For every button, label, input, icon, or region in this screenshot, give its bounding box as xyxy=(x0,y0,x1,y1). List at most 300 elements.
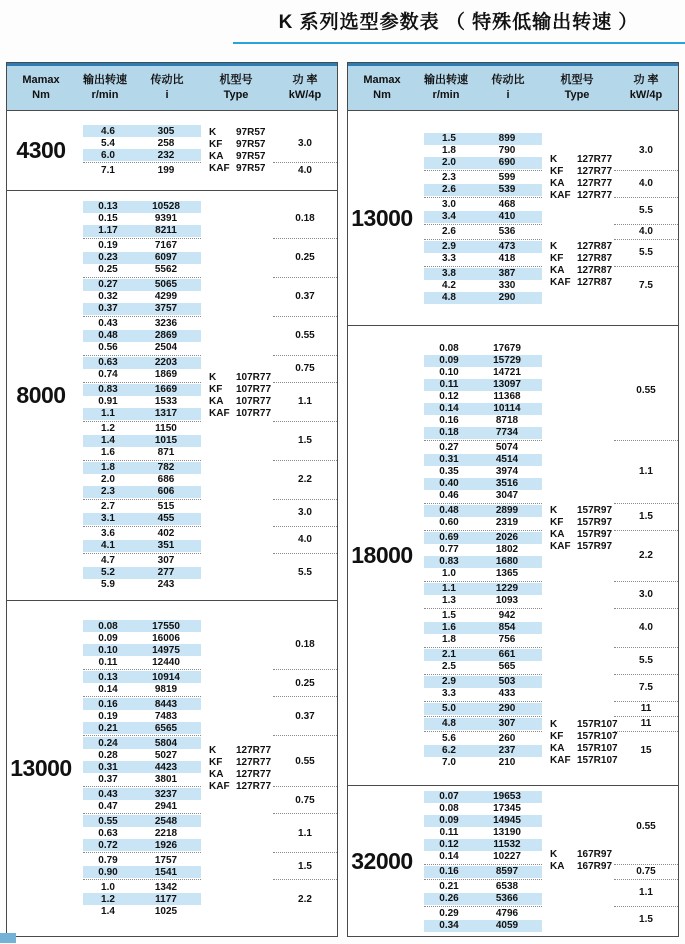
data-row xyxy=(83,264,201,276)
output-speed-cell: 0.37 xyxy=(98,303,118,314)
output-speed-cell: 5.6 xyxy=(442,733,456,744)
data-row xyxy=(424,379,542,391)
power-cell: 1.5 xyxy=(614,504,678,531)
ratio-cell: 11532 xyxy=(493,839,521,850)
type-group xyxy=(416,342,678,717)
power-cell: 5.5 xyxy=(614,198,678,225)
data-row xyxy=(424,172,542,184)
power-column xyxy=(614,342,678,717)
power-cell: 0.75 xyxy=(273,787,337,814)
type-labels xyxy=(550,719,622,767)
data-row xyxy=(83,423,201,435)
ratio-cell: 11368 xyxy=(493,391,521,402)
output-speed-cell: 0.48 xyxy=(98,330,118,341)
output-speed-cell: 1.4 xyxy=(101,435,115,446)
output-speed-cell: 4.8 xyxy=(442,718,456,729)
data-row xyxy=(83,408,201,420)
output-speed-cell: 0.83 xyxy=(98,384,118,395)
ratio-cell: 307 xyxy=(498,718,516,729)
section-body xyxy=(75,191,337,600)
output-speed-cell: 0.09 xyxy=(98,632,118,644)
power-cell: 3.0 xyxy=(273,500,337,527)
type-config: KA xyxy=(550,178,565,189)
output-speed-cell: 0.37 xyxy=(98,773,118,785)
data-row xyxy=(83,644,201,656)
section-18000 xyxy=(348,326,678,786)
type-label xyxy=(550,529,622,541)
output-speed-cell: 0.08 xyxy=(439,343,459,354)
data-row xyxy=(424,688,542,700)
output-speed-cell: 1.17 xyxy=(98,225,118,236)
output-speed-cell: 0.11 xyxy=(439,827,459,838)
type-config: K xyxy=(209,126,217,138)
output-speed-cell: 2.7 xyxy=(101,501,115,512)
power-column xyxy=(614,132,678,225)
type-config: KA xyxy=(550,743,565,754)
column-header xyxy=(75,66,135,110)
power-group xyxy=(424,907,542,933)
ratio-cell: 232 xyxy=(157,149,175,161)
output-speed-cell: 0.34 xyxy=(439,920,459,931)
type-config: K xyxy=(550,240,558,252)
type-label xyxy=(550,541,622,553)
data-row xyxy=(83,435,201,447)
data-row xyxy=(83,291,201,303)
power-cell: 4.0 xyxy=(298,164,312,176)
output-speed-cell: 1.8 xyxy=(442,145,456,156)
column-header xyxy=(348,66,416,110)
type-model: 107R77 xyxy=(236,407,272,419)
ratio-cell: 6538 xyxy=(495,881,519,892)
type-model: 157R97 xyxy=(577,505,613,516)
power-group xyxy=(424,441,542,504)
type-label xyxy=(209,372,281,384)
output-speed-cell: 0.24 xyxy=(98,737,118,749)
type-group xyxy=(416,225,678,305)
type-labels xyxy=(550,849,622,873)
column-header-line1: 输出转速 xyxy=(83,74,127,86)
output-speed-cell: 0.13 xyxy=(98,671,118,683)
ratio-cell: 418 xyxy=(498,253,516,264)
output-speed-cell: 0.90 xyxy=(98,866,118,878)
ratio-cell: 3757 xyxy=(154,303,178,314)
type-label xyxy=(209,769,281,781)
type-config: KA xyxy=(550,264,565,276)
power-group xyxy=(83,787,201,814)
data-row xyxy=(83,710,201,722)
type-model: 97R57 xyxy=(236,162,266,174)
type-config: KF xyxy=(209,138,223,150)
ratio-cell: 3237 xyxy=(154,788,178,800)
ratio-cell: 8443 xyxy=(154,698,178,710)
power-group xyxy=(83,619,201,670)
column-header-line2: Nm xyxy=(32,89,50,101)
type-model: 127R77 xyxy=(236,744,272,756)
output-speed-cell: 2.9 xyxy=(442,676,456,687)
speed-ratio-column xyxy=(75,200,201,592)
output-speed-cell: 0.31 xyxy=(439,454,459,465)
output-speed-cell: 4.1 xyxy=(101,540,115,551)
power-group xyxy=(83,356,201,383)
ratio-cell: 10227 xyxy=(493,851,521,862)
ratio-cell: 13190 xyxy=(493,827,521,838)
power-column xyxy=(614,790,678,933)
type-model: 97R57 xyxy=(236,138,266,150)
column-header-line2: kW/4p xyxy=(629,89,663,101)
type-config: KAF xyxy=(209,407,230,419)
data-row xyxy=(83,330,201,342)
data-row xyxy=(424,478,542,490)
data-row xyxy=(424,595,542,607)
speed-ratio-column xyxy=(416,132,542,225)
power-cell: 0.37 xyxy=(273,278,337,317)
power-group xyxy=(83,278,201,317)
ratio-cell: 539 xyxy=(498,184,516,195)
type-config: K xyxy=(209,371,217,383)
data-row xyxy=(424,851,542,863)
power-cell: 2.2 xyxy=(614,531,678,582)
output-speed-cell: 0.19 xyxy=(98,240,118,251)
data-row xyxy=(83,462,201,474)
output-speed-cell: 1.8 xyxy=(442,634,456,645)
output-speed-cell: 0.29 xyxy=(439,908,459,919)
type-config: KA xyxy=(209,768,224,780)
output-speed-cell: 0.43 xyxy=(98,318,118,329)
ratio-cell: 756 xyxy=(498,634,516,645)
type-label xyxy=(550,861,622,873)
output-speed-cell: 1.5 xyxy=(442,610,456,621)
output-speed-cell: 0.09 xyxy=(439,815,459,826)
output-speed-cell: 1.2 xyxy=(101,423,115,434)
ratio-cell: 5074 xyxy=(495,442,519,453)
data-row xyxy=(424,568,542,580)
ratio-cell: 8718 xyxy=(495,415,519,426)
ratio-cell: 3801 xyxy=(154,773,178,785)
data-row xyxy=(83,486,201,498)
type-model: 157R97 xyxy=(577,517,613,528)
left-parameter-table xyxy=(6,62,338,937)
output-speed-cell: 0.10 xyxy=(98,644,118,656)
type-model: 97R57 xyxy=(236,150,266,162)
type-label xyxy=(550,505,622,517)
power-cell: 1.5 xyxy=(639,914,653,925)
ratio-cell: 9391 xyxy=(154,213,178,224)
title-underline xyxy=(233,42,685,44)
ratio-cell: 433 xyxy=(498,688,516,699)
data-row xyxy=(83,773,201,785)
ratio-cell: 4299 xyxy=(154,291,178,302)
data-row xyxy=(424,815,542,827)
column-header xyxy=(614,66,678,110)
ratio-cell: 661 xyxy=(498,649,516,660)
ratio-cell: 10914 xyxy=(152,671,180,683)
output-speed-cell: 0.09 xyxy=(439,355,459,366)
section-4300 xyxy=(7,111,337,191)
output-speed-cell: 0.55 xyxy=(98,815,118,827)
ratio-cell: 410 xyxy=(498,211,516,222)
power-cell: 2.2 xyxy=(298,893,312,905)
type-config: KAF xyxy=(550,190,571,201)
speed-ratio-column xyxy=(416,342,542,717)
type-model: 157R107 xyxy=(577,755,618,766)
ratio-cell: 1229 xyxy=(495,583,519,594)
ratio-cell: 1680 xyxy=(495,556,519,567)
type-config: K xyxy=(209,744,217,756)
data-row xyxy=(424,343,542,355)
type-config: KF xyxy=(550,731,564,742)
right-parameter-table xyxy=(347,62,679,937)
footer-page-marker xyxy=(0,933,16,943)
type-label xyxy=(550,166,622,178)
type-labels xyxy=(550,241,622,289)
speed-ratio-column xyxy=(75,124,201,177)
output-speed-cell: 0.27 xyxy=(439,442,459,453)
type-config: KAF xyxy=(550,276,571,288)
output-speed-cell: 6.2 xyxy=(442,745,456,756)
data-row xyxy=(424,757,542,769)
data-row xyxy=(424,703,542,715)
ratio-cell: 2941 xyxy=(154,800,178,812)
type-label xyxy=(550,731,622,743)
output-speed-cell: 0.25 xyxy=(98,264,118,275)
data-row xyxy=(424,661,542,673)
ratio-cell: 1669 xyxy=(154,384,178,395)
speed-ratio-column xyxy=(416,225,542,305)
column-header-line2: i xyxy=(165,89,169,101)
data-row xyxy=(424,145,542,157)
type-config: KAF xyxy=(209,780,230,792)
power-cell: 4.0 xyxy=(614,609,678,648)
ratio-cell: 4059 xyxy=(495,920,519,931)
output-speed-cell: 0.08 xyxy=(98,620,118,632)
power-column xyxy=(273,124,337,177)
speed-ratio-column xyxy=(416,790,542,933)
ratio-cell: 13097 xyxy=(493,379,521,390)
power-cell: 1.5 xyxy=(273,422,337,461)
power-cell: 2.2 xyxy=(273,461,337,500)
output-speed-cell: 2.9 xyxy=(442,241,456,252)
output-speed-cell: 7.0 xyxy=(442,757,456,768)
power-cell: 7.5 xyxy=(614,675,678,702)
data-row xyxy=(424,505,542,517)
type-model: 167R97 xyxy=(577,861,613,872)
data-row xyxy=(424,634,542,646)
data-row xyxy=(424,908,542,920)
data-row xyxy=(424,280,542,292)
type-config: KF xyxy=(209,756,223,768)
type-group xyxy=(75,200,337,592)
type-model: 167R97 xyxy=(577,849,613,860)
ratio-cell: 12440 xyxy=(152,656,180,668)
type-label xyxy=(209,396,281,408)
power-group xyxy=(83,239,201,278)
ratio-cell: 4514 xyxy=(495,454,519,465)
data-row xyxy=(424,583,542,595)
output-speed-cell: 1.5 xyxy=(442,133,456,144)
power-group xyxy=(424,702,542,717)
output-speed-cell: 0.21 xyxy=(439,881,459,892)
output-speed-cell: 1.6 xyxy=(442,622,456,633)
data-row xyxy=(83,893,201,905)
data-row xyxy=(83,540,201,552)
ratio-cell: 5562 xyxy=(154,264,178,275)
ratio-cell: 3236 xyxy=(154,318,178,329)
data-row xyxy=(424,893,542,905)
ratio-cell: 210 xyxy=(498,757,516,768)
output-speed-cell: 0.74 xyxy=(98,369,118,380)
data-row xyxy=(424,517,542,529)
power-cell: 4.0 xyxy=(614,225,678,240)
data-row xyxy=(424,649,542,661)
type-label xyxy=(550,190,622,202)
type-label xyxy=(550,154,622,166)
data-row xyxy=(424,427,542,439)
data-row xyxy=(424,745,542,757)
data-row xyxy=(424,268,542,280)
data-row xyxy=(424,133,542,145)
type-config: KAF xyxy=(550,755,571,766)
table-header xyxy=(348,63,678,111)
data-row xyxy=(83,513,201,525)
column-header-line2: kW/4p xyxy=(288,89,322,101)
output-speed-cell: 0.13 xyxy=(98,201,118,212)
data-row xyxy=(424,391,542,403)
output-speed-cell: 5.9 xyxy=(101,579,115,590)
power-group xyxy=(424,504,542,531)
output-speed-cell: 1.4 xyxy=(101,905,115,917)
output-speed-cell: 0.63 xyxy=(98,357,118,368)
output-speed-cell: 2.6 xyxy=(442,184,456,195)
output-speed-cell: 2.6 xyxy=(442,226,456,237)
data-row xyxy=(424,355,542,367)
type-label xyxy=(209,408,281,420)
data-row xyxy=(83,881,201,893)
column-header-line2: i xyxy=(506,89,510,101)
power-group xyxy=(424,198,542,225)
ratio-cell: 17679 xyxy=(493,343,521,354)
ratio-cell: 243 xyxy=(157,579,175,590)
data-row xyxy=(83,342,201,354)
ratio-cell: 17345 xyxy=(493,803,521,814)
power-group xyxy=(83,880,201,918)
output-speed-cell: 0.72 xyxy=(98,839,118,851)
type-labels xyxy=(209,127,281,175)
power-column xyxy=(273,200,337,592)
data-row xyxy=(424,532,542,544)
column-header-line1: 传动比 xyxy=(150,74,184,86)
type-config: KA xyxy=(209,150,224,162)
power-group xyxy=(424,865,542,880)
ratio-cell: 515 xyxy=(157,501,175,512)
ratio-cell: 5804 xyxy=(154,737,178,749)
data-row xyxy=(83,125,201,137)
output-speed-cell: 5.2 xyxy=(101,567,115,578)
output-speed-cell: 0.83 xyxy=(439,556,459,567)
output-speed-cell: 0.69 xyxy=(439,532,459,543)
output-speed-cell: 2.3 xyxy=(101,486,115,497)
ratio-cell: 2869 xyxy=(154,330,178,341)
ratio-cell: 536 xyxy=(498,226,516,237)
power-cell: 1.1 xyxy=(273,383,337,422)
output-speed-cell: 0.48 xyxy=(439,505,459,516)
column-header xyxy=(540,66,614,110)
ratio-cell: 503 xyxy=(498,676,516,687)
output-speed-cell: 3.3 xyxy=(442,253,456,264)
data-row xyxy=(424,733,542,745)
data-row xyxy=(83,201,201,213)
type-config: K xyxy=(550,719,558,730)
type-model: 157R107 xyxy=(577,743,618,754)
ratio-cell: 455 xyxy=(157,513,175,524)
data-row xyxy=(424,211,542,223)
power-group xyxy=(424,267,542,305)
data-row xyxy=(424,866,542,878)
output-speed-cell: 1.1 xyxy=(101,408,115,419)
output-speed-cell: 0.16 xyxy=(98,698,118,710)
output-speed-cell: 1.2 xyxy=(101,893,115,905)
type-model: 157R97 xyxy=(577,541,613,552)
power-group xyxy=(424,732,542,770)
type-config: KF xyxy=(209,383,223,395)
type-model: 107R77 xyxy=(236,383,272,395)
ratio-cell: 2548 xyxy=(154,815,178,827)
output-speed-cell: 0.23 xyxy=(98,252,118,263)
data-row xyxy=(83,579,201,591)
power-group xyxy=(83,670,201,697)
ratio-cell: 2026 xyxy=(495,532,519,543)
output-speed-cell: 6.0 xyxy=(101,149,115,161)
type-model: 127R87 xyxy=(577,240,613,252)
ratio-cell: 1926 xyxy=(154,839,178,851)
ratio-cell: 1802 xyxy=(495,544,519,555)
type-label xyxy=(209,757,281,769)
power-cell: 1.1 xyxy=(614,880,678,907)
power-cell: 0.55 xyxy=(614,342,678,441)
type-label xyxy=(209,163,281,175)
type-labels xyxy=(550,505,622,553)
ratio-cell: 16006 xyxy=(152,632,180,644)
data-row xyxy=(424,157,542,169)
type-label xyxy=(550,265,622,277)
output-speed-cell: 0.12 xyxy=(439,391,459,402)
output-speed-cell: 0.32 xyxy=(98,291,118,302)
output-speed-cell: 0.16 xyxy=(439,415,459,426)
power-group xyxy=(83,163,201,177)
data-row xyxy=(83,567,201,579)
power-group xyxy=(83,736,201,787)
ratio-cell: 351 xyxy=(157,540,175,551)
ratio-cell: 260 xyxy=(498,733,516,744)
column-header-line1: 机型号 xyxy=(560,74,594,86)
ratio-cell: 473 xyxy=(498,241,516,252)
ratio-cell: 3516 xyxy=(495,478,519,489)
data-row xyxy=(83,213,201,225)
output-speed-cell: 0.14 xyxy=(98,683,118,695)
output-speed-cell: 3.1 xyxy=(101,513,115,524)
data-row xyxy=(424,226,542,238)
data-row xyxy=(424,466,542,478)
data-row xyxy=(83,357,201,369)
column-header xyxy=(135,66,199,110)
section-body xyxy=(416,111,678,325)
output-speed-cell: 0.46 xyxy=(439,490,459,501)
ratio-cell: 686 xyxy=(157,474,175,485)
output-speed-cell: 0.60 xyxy=(439,517,459,528)
data-row xyxy=(83,827,201,839)
power-group xyxy=(83,317,201,356)
ratio-cell: 871 xyxy=(157,447,175,458)
data-row xyxy=(83,671,201,683)
